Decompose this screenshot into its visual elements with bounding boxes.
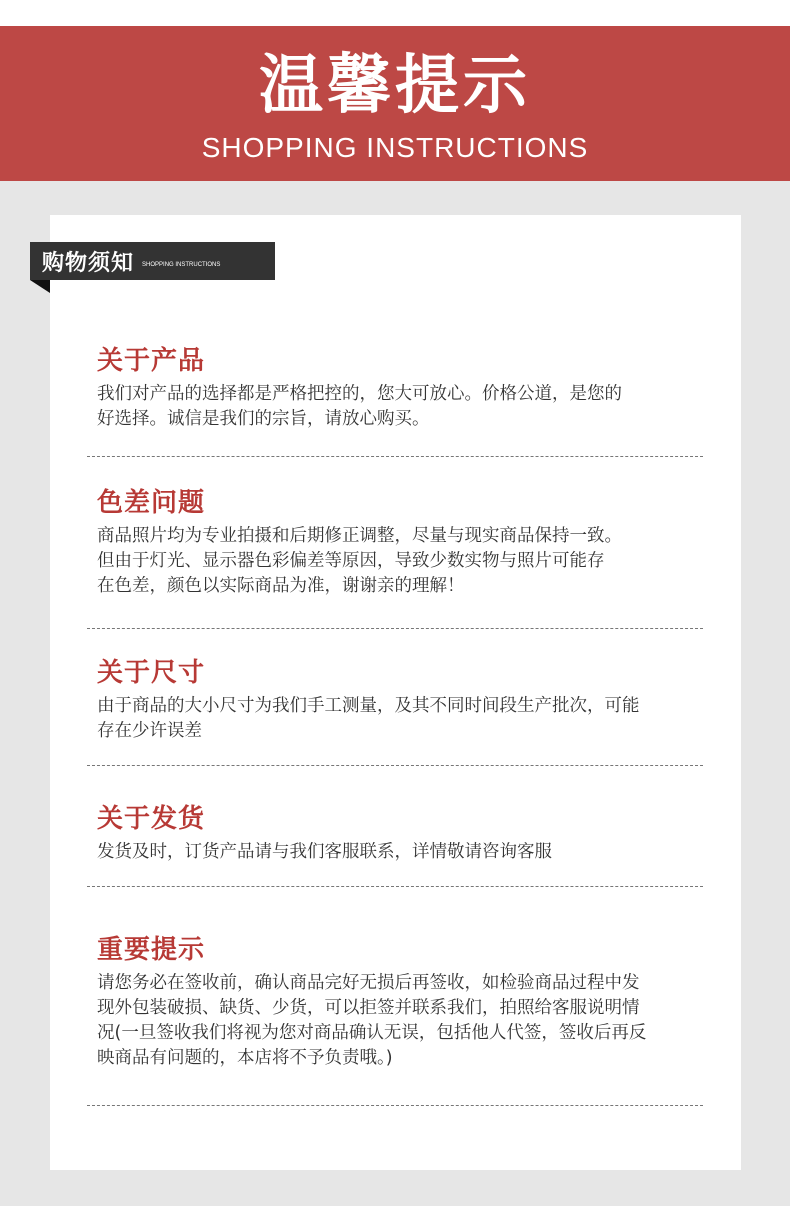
divider: [87, 886, 703, 887]
section-title: 关于发货: [97, 804, 206, 834]
banner-title: 温馨提示: [259, 49, 531, 123]
divider: [87, 765, 703, 766]
section-body: 由于商品的大小尺寸为我们手工测量，及其不同时间段生产批次，可能 存在少许误差: [97, 696, 640, 741]
tag-subtitle: SHOPPING INSTRUCTIONS: [142, 262, 221, 268]
section-body: 我们对产品的选择都是严格把控的，您大可放心。价格公道，是您的 好选择。诚信是我们的宗旨，请放心购买。: [97, 384, 622, 429]
section-body: 商品照片均为专业拍摄和后期修正调整，尽量与现实商品保持一致。 但由于灯光、显示器色彩偏差等原因，导致少数实物与照片可能存 在色差，颜色以实际商品为准，谢谢亲的理解！: [97, 526, 622, 596]
section-color-difference: [97, 486, 709, 599]
section-title: 关于产品: [97, 346, 206, 376]
section-body: 发货及时，订货产品请与我们客服联系，详情敬请咨询客服: [97, 842, 552, 862]
banner-subtitle: SHOPPING INSTRUCTIONS: [201, 132, 589, 163]
section-title: 色差问题: [97, 488, 206, 518]
tag-fold: [30, 280, 50, 293]
section-important-notice: [97, 933, 709, 1071]
divider: [87, 1105, 703, 1106]
top-strip: [0, 0, 790, 26]
section-body: 请您务必在签收前，确认商品完好无损后再签收，如检验商品过程中发 现外包装破损、缺货、少货，可以拒签并联系我们，拍照给客服说明情 况(一旦签收我们将视为您对商品确认无误，包括他人代签，签收后再反 映商品有问题的，本店将不予负责哦。): [97, 973, 647, 1068]
section-product: [97, 344, 709, 432]
tag-title: 购物须知: [42, 250, 135, 276]
section-title: 关于尺寸: [97, 658, 206, 688]
section-title: 重要提示: [97, 935, 206, 965]
divider: [87, 628, 703, 629]
divider: [87, 456, 703, 457]
header-banner: [0, 26, 790, 181]
section-size: [97, 656, 709, 744]
section-tag: [30, 242, 275, 280]
section-shipping: [97, 802, 709, 865]
